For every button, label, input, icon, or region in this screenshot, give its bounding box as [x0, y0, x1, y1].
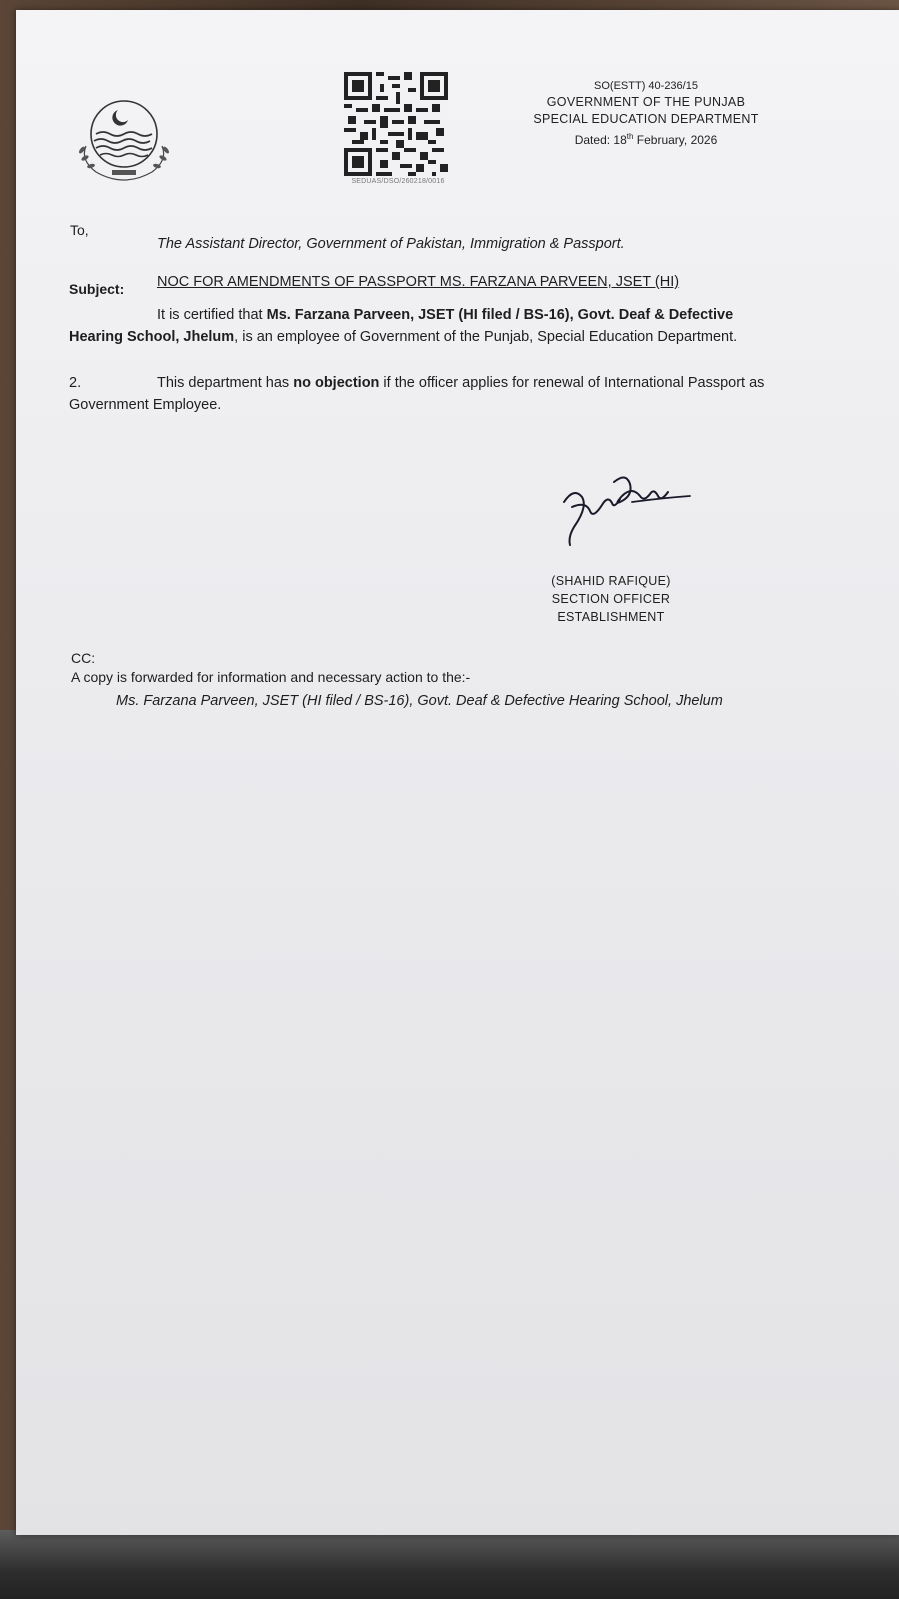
qr-code-icon: [344, 72, 448, 176]
letter-page: [16, 10, 899, 1535]
para1-employee: Ms. Farzana Parveen, JSET (HI filed / BS-16), Govt. Deaf & Defective Hearing School, Jhelum: [69, 307, 734, 345]
letterhead: [486, 78, 806, 149]
letter-date: [486, 128, 806, 149]
punjab-emblem-icon: [72, 88, 180, 184]
cc-label: CC:: [71, 650, 96, 666]
para1-text: It is certified that: [157, 307, 267, 323]
para2-number: 2.: [69, 375, 82, 391]
signatory-block: [506, 572, 716, 626]
subject-label: Subject:: [69, 281, 125, 297]
signatory-designation: SECTION OFFICER: [551, 592, 671, 606]
to-label: To,: [70, 222, 89, 238]
signatory-name: (SHAHID RAFIQUE): [551, 574, 671, 588]
reference-number: SO(ESTT) 40-236/15: [594, 80, 698, 92]
bottom-shadow-strip: [0, 1530, 899, 1599]
paragraph-1: [69, 304, 769, 348]
signature-icon: [544, 462, 694, 562]
para2-text-end: if the officer applies for renewal of International Passport as Government Employee.: [69, 375, 765, 413]
date-ordinal: th: [626, 132, 634, 141]
date-rest: February, 2026: [633, 133, 718, 147]
para2-text: This department has: [157, 375, 294, 391]
paragraph-2: [69, 372, 769, 416]
department-name: SPECIAL EDUCATION DEPARTMENT: [533, 112, 759, 126]
para1-text-end: , is an employee of Government of the Punjab, Special Education Department.: [234, 329, 738, 345]
signatory-office: ESTABLISHMENT: [557, 610, 665, 624]
para2-no-objection: no objection: [293, 375, 380, 391]
cc-recipient: Ms. Farzana Parveen, JSET (HI filed / BS-16), Govt. Deaf & Defective Hearing School, Jhelum: [116, 693, 723, 709]
addressee: The Assistant Director, Government of Pakistan, Immigration & Passport.: [157, 236, 625, 252]
qr-caption: SEDUAS/DSO/260218/0016: [351, 178, 445, 185]
subject-text: NOC FOR AMENDMENTS OF PASSPORT MS. FARZANA PARVEEN, JSET (HI): [157, 274, 680, 290]
cc-intro: A copy is forwarded for information and necessary action to the:-: [71, 669, 471, 685]
government-name: GOVERNMENT OF THE PUNJAB: [546, 95, 746, 109]
date-prefix: Dated: 18: [574, 133, 627, 147]
